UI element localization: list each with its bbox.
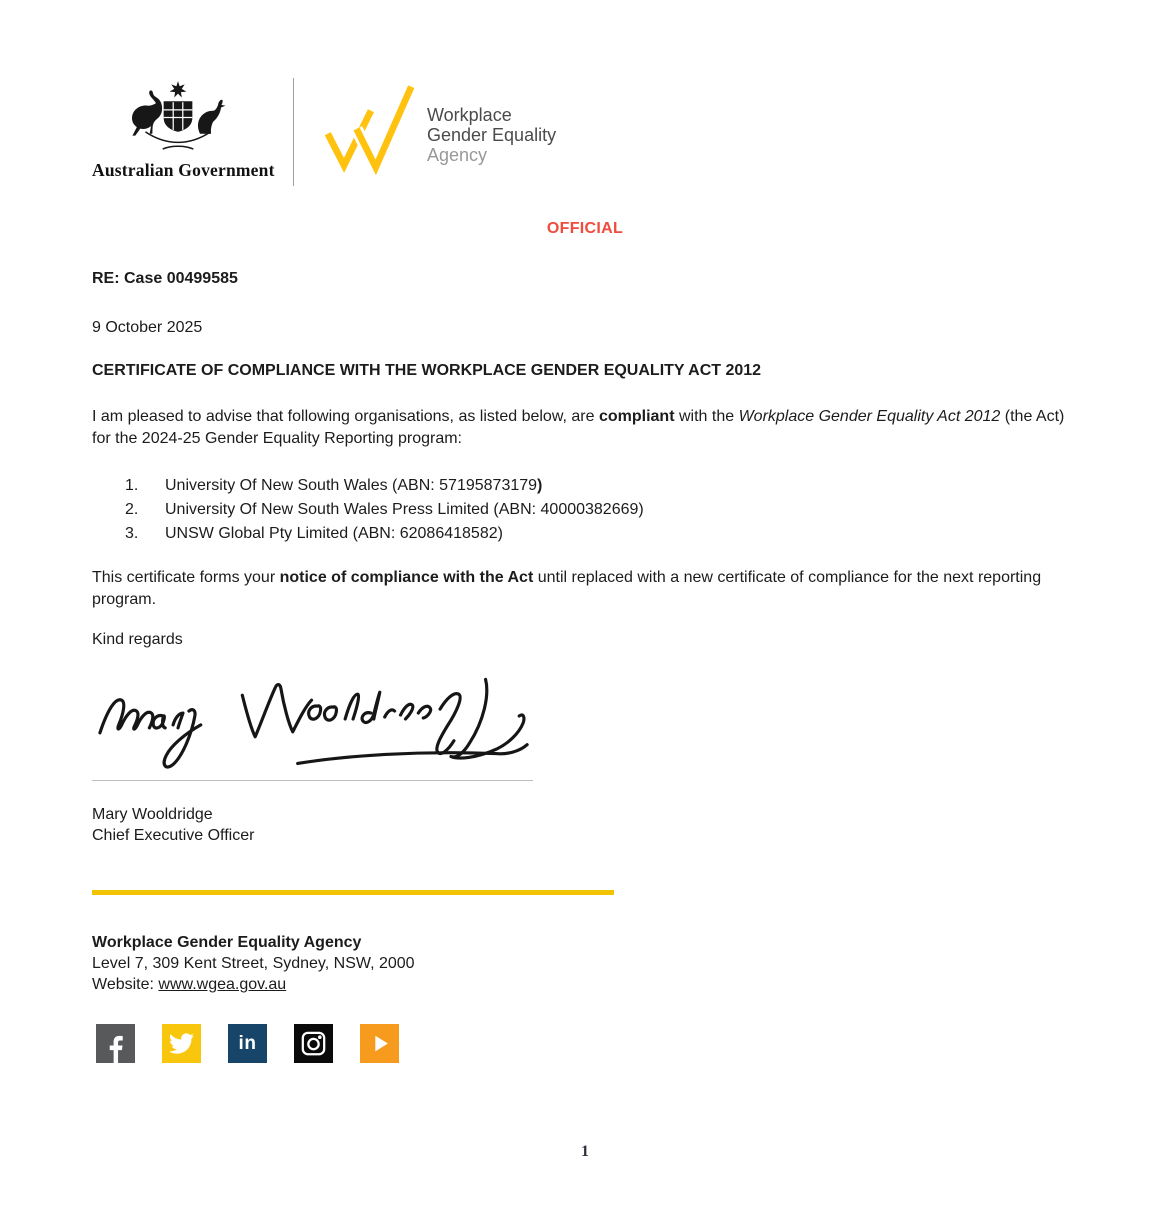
footer-agency-name: Workplace Gender Equality Agency: [92, 934, 362, 951]
list-item-number: 1.: [125, 477, 139, 494]
list-item-number: 2.: [125, 501, 139, 518]
logo-divider: [293, 78, 294, 186]
signatory-name: Mary Wooldridge: [92, 806, 213, 823]
wgea-checkmark-icon: [321, 78, 417, 176]
organisation-list: [92, 474, 1078, 546]
intro-paragraph: I am pleased to advise that following organisations, as listed below, are compliant with the Workplace Gender Equality Act 2012 (the Act) for the 2024-25 Gender Equality Reporting program:: [92, 408, 1065, 447]
list-item-text: UNSW Global Pty Limited (ABN: 62086418582): [165, 525, 503, 542]
instagram-icon[interactable]: [294, 1024, 333, 1063]
footer-website-line: [92, 974, 1078, 995]
footer-contact-block: [92, 932, 1078, 995]
wgea-line3: Agency: [427, 145, 488, 165]
youtube-icon[interactable]: [360, 1024, 399, 1063]
footer-address: Level 7, 309 Kent Street, Sydney, NSW, 2000: [92, 955, 415, 972]
twitter-icon[interactable]: [162, 1024, 201, 1063]
page-number: 1: [581, 1143, 589, 1160]
letterhead: [92, 0, 1078, 186]
case-reference: RE: Case 00499585: [92, 270, 238, 287]
wgea-logo: [321, 78, 556, 176]
website-link[interactable]: www.wgea.gov.au: [158, 976, 287, 993]
signature-block: [92, 661, 537, 781]
australian-government-crest: [92, 78, 275, 181]
social-links: [92, 1024, 1078, 1063]
signatory-block: [92, 804, 1078, 846]
wgea-line1: Workplace: [427, 105, 512, 125]
list-item-number: 3.: [125, 525, 139, 542]
signatory-title: Chief Executive Officer: [92, 827, 255, 844]
footer-accent-rule: [92, 890, 614, 895]
letter-date: 9 October 2025: [92, 319, 203, 336]
list-item-text: University Of New South Wales Press Limited (ABN: 40000382669): [165, 501, 644, 518]
list-item-text: University Of New South Wales (ABN: 57195873179): [165, 477, 543, 494]
list-item: [92, 498, 1078, 522]
signature-divider: [92, 780, 533, 781]
coat-of-arms-icon: [111, 78, 245, 157]
official-classification-label: OFFICIAL: [546, 220, 624, 237]
signature-image: [92, 661, 537, 773]
closing-salutation: Kind regards: [92, 631, 183, 648]
list-item: [92, 474, 1078, 498]
website-label: Website:: [92, 976, 159, 993]
wgea-line2: Gender Equality: [427, 125, 557, 145]
list-item: [92, 522, 1078, 546]
facebook-icon[interactable]: [96, 1024, 135, 1063]
certificate-heading: CERTIFICATE OF COMPLIANCE WITH THE WORKPLACE GENDER EQUALITY ACT 2012: [92, 362, 762, 379]
wgea-wordmark: [427, 105, 556, 165]
notice-paragraph: This certificate forms your notice of compliance with the Act until replaced with a new certificate of compliance for the next reporting program.: [92, 569, 1042, 608]
government-name: Australian Government: [92, 160, 275, 180]
linkedin-icon[interactable]: in: [228, 1024, 267, 1063]
